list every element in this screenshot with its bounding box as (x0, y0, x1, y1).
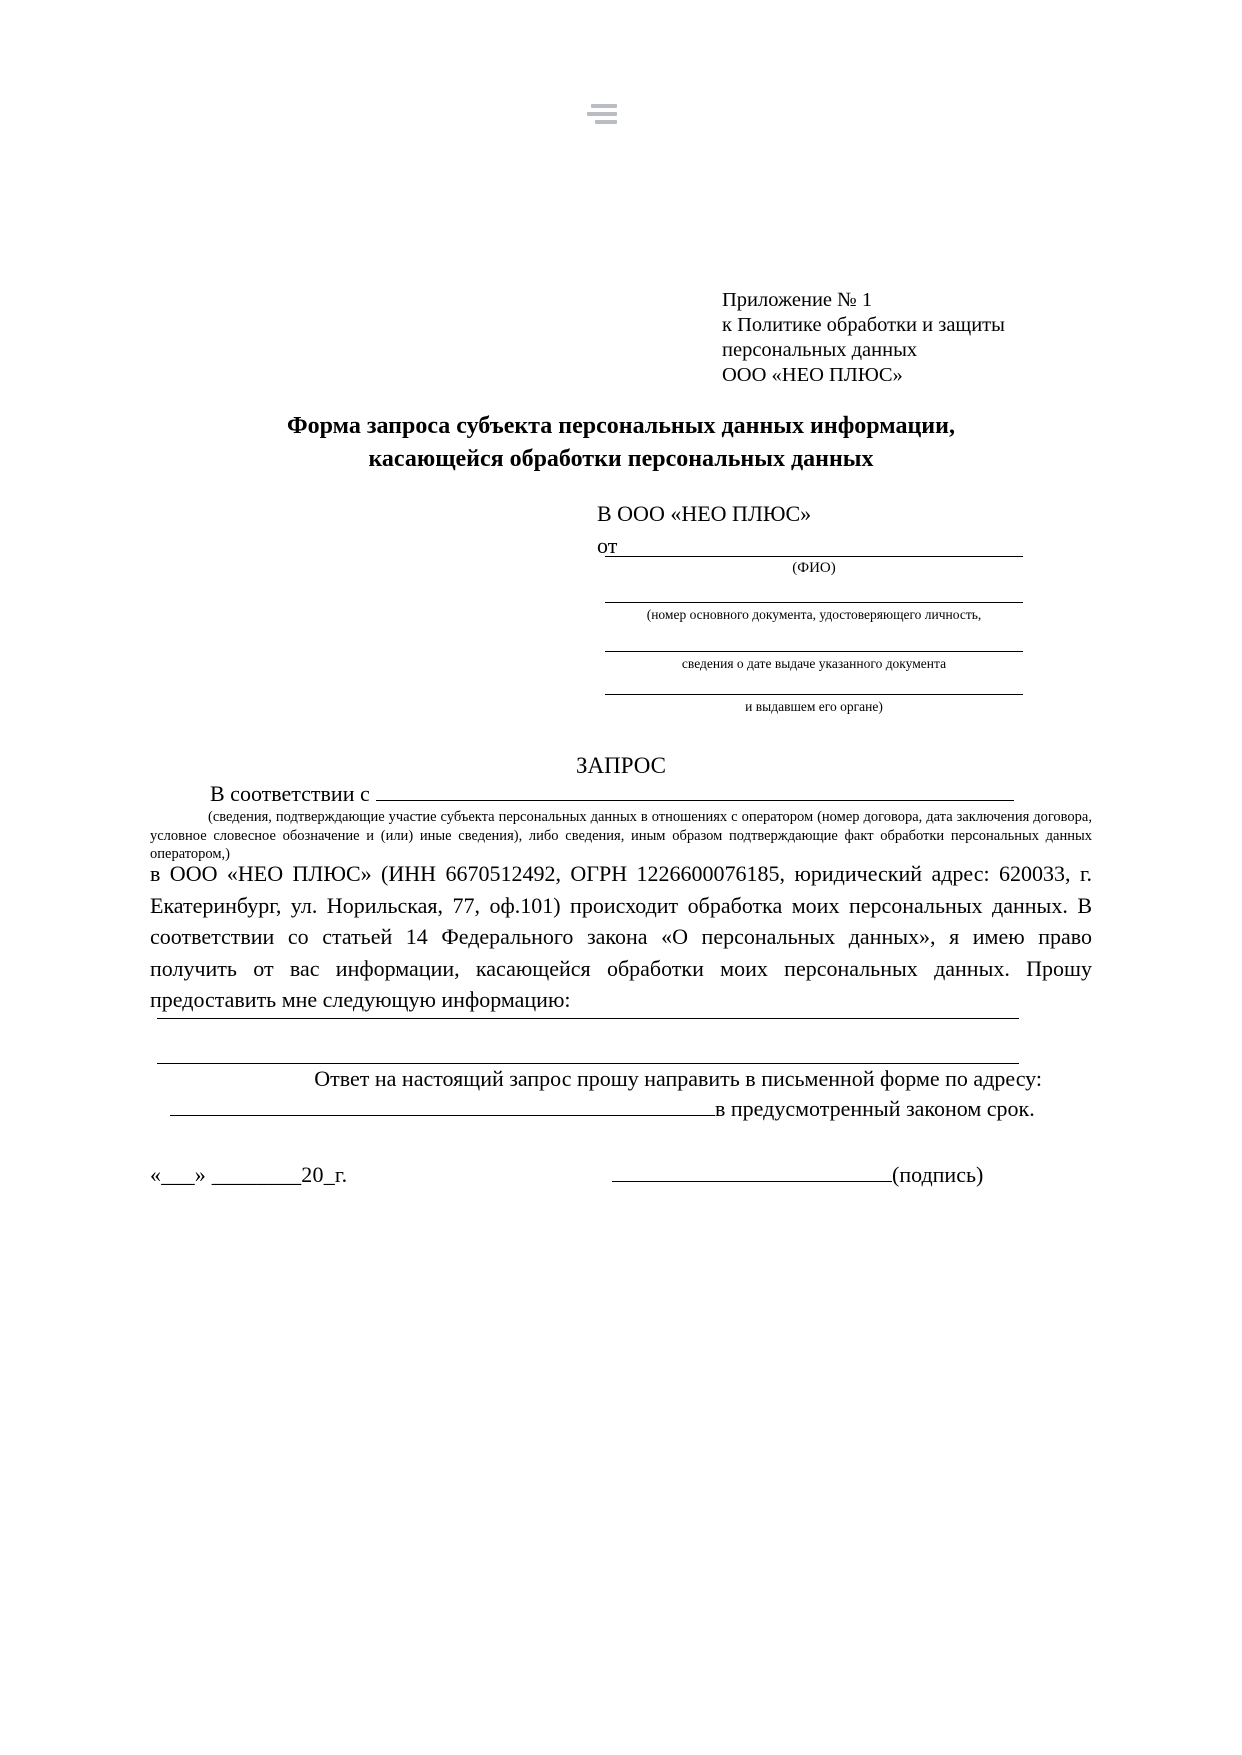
addressee-from-label: от (597, 533, 618, 558)
addressee-organization: В ООО «НЕО ПЛЮС» (597, 501, 812, 526)
document-number-blank-group (605, 602, 1023, 624)
organization-name: ООО «НЕО ПЛЮС» (722, 364, 903, 386)
appendix-number: Приложение № 1 (722, 289, 873, 311)
addressee-block (597, 499, 1027, 561)
requested-info-line-1-group (157, 1018, 1019, 1019)
body-paragraph: в ООО «НЕО ПЛЮС» (ИНН 6670512492, ОГРН 1226600076185, юридический адрес: 620033, г. Екатеринбург, ул. Норильская, 77, оф.101) происходит обработка моих персональных данных. В соответствии со статьей 14 Федерального закона «О персональных данных», я имею право получить от вас информации, касающейся обработки моих персональных данных. Прошу предоставить мне следующую информацию: (150, 861, 1092, 1012)
accordance-row (150, 781, 1092, 807)
policy-reference-line-2: персональных данных (722, 339, 918, 361)
document-logo-icon (585, 104, 619, 130)
answer-address-row (150, 1093, 1042, 1124)
issuing-authority-blank-group (605, 694, 1023, 716)
page-title-line-2: касающейся обработки персональных данных (368, 446, 874, 472)
answer-address-input-line[interactable] (170, 1100, 715, 1116)
fineprint-text: (сведения, подтверждающие участие субъекта персональных данных в отношениях с оператором (номер договора, дата заключения договора, условное словесное обозначение и (или) иные сведения), либо сведения, иным образом подтверждающие факт обработки персональных данных оператором,) (150, 809, 1092, 862)
accordance-input-line[interactable] (376, 784, 1014, 801)
fullname-caption: (ФИО) (792, 560, 836, 576)
issue-date-caption: сведения о дате выдаче указанного документа (681, 656, 947, 671)
policy-reference-line-1: к Политике обработки и защиты (722, 314, 1005, 336)
issuing-authority-caption: и выдавшем его органе) (745, 699, 883, 714)
page-title-line-1: Форма запроса субъекта персональных данных информации, (287, 413, 955, 439)
answer-delivery-text: Ответ на настоящий запрос прошу направить в письменной форме по адресу: (314, 1066, 1042, 1091)
fineprint-note (150, 808, 1092, 864)
accordance-label: В соответствии с (210, 781, 370, 806)
issue-date-blank-group (605, 651, 1023, 673)
page-title (150, 410, 1092, 476)
document-number-caption: (номер основного документа, удостоверяющего личность, (646, 607, 982, 622)
document-header-block (722, 288, 1142, 388)
signature-field-group (612, 1160, 983, 1190)
answer-term-text: в предусмотренный законом срок. (715, 1096, 1035, 1121)
fullname-blank-group (605, 556, 1023, 578)
date-field[interactable]: «___» ________20_г. (150, 1162, 348, 1187)
request-heading: ЗАПРОС (575, 753, 667, 778)
signature-input-line[interactable] (612, 1166, 892, 1182)
requested-info-input-line-1[interactable] (157, 1018, 1019, 1019)
signature-caption: (подпись) (892, 1162, 984, 1187)
